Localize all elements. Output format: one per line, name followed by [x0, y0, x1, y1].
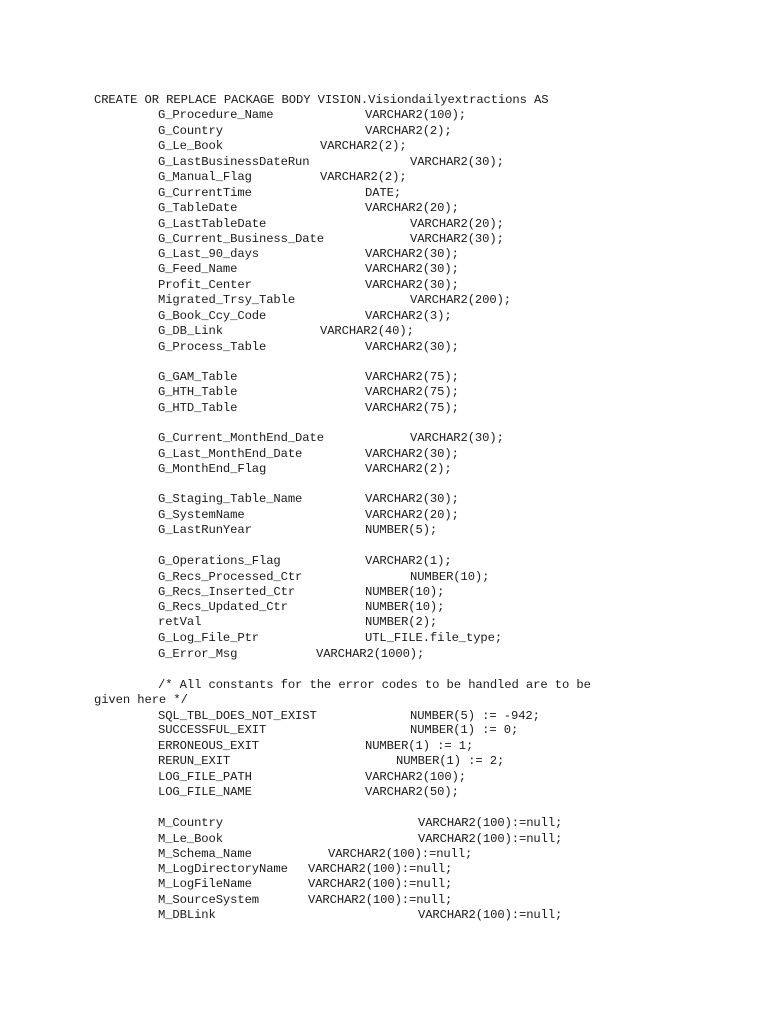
- identifier: G_LastBusinessDateRun: [158, 155, 310, 169]
- datatype: VARCHAR2(20);: [365, 508, 459, 522]
- datatype: VARCHAR2(30);: [365, 278, 459, 292]
- m-variable-line: [158, 893, 758, 908]
- identifier: LOG_FILE_NAME: [158, 785, 252, 799]
- identifier: G_Current_MonthEnd_Date: [158, 431, 324, 445]
- declaration-line: [158, 631, 758, 646]
- datatype: VARCHAR2(3);: [365, 309, 452, 323]
- constant-line: [158, 709, 758, 724]
- datatype: VARCHAR2(100);: [365, 770, 466, 784]
- datatype: VARCHAR2(50);: [365, 785, 459, 799]
- identifier: retVal: [158, 615, 202, 629]
- datatype: NUMBER(10);: [410, 570, 490, 584]
- datatype: VARCHAR2(75);: [365, 370, 459, 384]
- identifier: G_HTD_Table: [158, 401, 238, 415]
- identifier: G_Procedure_Name: [158, 108, 274, 122]
- identifier: M_Le_Book: [158, 832, 223, 846]
- declaration-line: [158, 447, 758, 462]
- datatype: NUMBER(1) := 1;: [365, 739, 474, 753]
- declaration-line: [158, 585, 758, 600]
- constant-line: [158, 739, 758, 754]
- identifier: G_GAM_Table: [158, 370, 238, 384]
- comment-line: given here */: [94, 693, 188, 707]
- datatype: VARCHAR2(30);: [365, 340, 459, 354]
- identifier: G_Log_File_Ptr: [158, 631, 259, 645]
- identifier: M_LogDirectoryName: [158, 862, 288, 876]
- datatype: DATE;: [365, 186, 402, 200]
- declaration-line: [158, 554, 758, 569]
- declaration-line: [158, 108, 758, 123]
- comment-line: /* All constants for the error codes to be handled are to be: [158, 678, 591, 692]
- declaration-line: [158, 309, 758, 324]
- declaration-line: [158, 431, 758, 446]
- datatype: NUMBER(10);: [365, 600, 445, 614]
- datatype: NUMBER(5);: [365, 523, 438, 537]
- datatype: VARCHAR2(20);: [365, 201, 459, 215]
- declaration-line: [158, 492, 758, 507]
- m-variable-line: [158, 816, 758, 831]
- datatype: VARCHAR2(100):=null;: [308, 862, 453, 876]
- declaration-line: [158, 324, 758, 339]
- identifier: G_LastRunYear: [158, 523, 252, 537]
- identifier: G_MonthEnd_Flag: [158, 462, 267, 476]
- declaration-line: [158, 647, 758, 662]
- declaration-line: [158, 340, 758, 355]
- m-variable-line: [158, 877, 758, 892]
- identifier: G_Last_MonthEnd_Date: [158, 447, 303, 461]
- datatype: VARCHAR2(30);: [410, 431, 504, 445]
- constant-line: [158, 723, 758, 738]
- datatype: VARCHAR2(20);: [410, 217, 504, 231]
- identifier: G_Recs_Updated_Ctr: [158, 600, 288, 614]
- declaration-line: [158, 247, 758, 262]
- declaration-line: [158, 217, 758, 232]
- identifier: G_Operations_Flag: [158, 554, 281, 568]
- datatype: VARCHAR2(2);: [320, 170, 407, 184]
- declaration-line: [158, 170, 758, 185]
- declaration-line: [158, 370, 758, 385]
- identifier: G_Error_Msg: [158, 647, 238, 661]
- constant-line: [158, 770, 758, 785]
- datatype: VARCHAR2(30);: [365, 447, 459, 461]
- identifier: G_Le_Book: [158, 139, 223, 153]
- declaration-line: [158, 570, 758, 585]
- identifier: G_Last_90_days: [158, 247, 259, 261]
- identifier: M_Schema_Name: [158, 847, 252, 861]
- identifier: M_Country: [158, 816, 223, 830]
- identifier: G_TableDate: [158, 201, 238, 215]
- declaration-line: [158, 293, 758, 308]
- declaration-line: [158, 232, 758, 247]
- datatype: NUMBER(1) := 0;: [410, 723, 519, 737]
- identifier: M_DBLink: [158, 908, 216, 922]
- datatype: VARCHAR2(1000);: [316, 647, 425, 661]
- declaration-line: [158, 139, 758, 154]
- datatype: VARCHAR2(200);: [410, 293, 511, 307]
- datatype: VARCHAR2(30);: [410, 155, 504, 169]
- declaration-line: [158, 385, 758, 400]
- declaration-line: [158, 155, 758, 170]
- declaration-line: [158, 462, 758, 477]
- identifier: Profit_Center: [158, 278, 252, 292]
- m-variable-line: [158, 908, 758, 923]
- datatype: VARCHAR2(2);: [365, 462, 452, 476]
- declaration-line: [158, 508, 758, 523]
- datatype: NUMBER(10);: [365, 585, 445, 599]
- package-header: CREATE OR REPLACE PACKAGE BODY VISION.Visiondailyextractions AS: [94, 93, 549, 107]
- identifier: M_SourceSystem: [158, 893, 259, 907]
- datatype: VARCHAR2(100);: [365, 108, 466, 122]
- m-variable-line: [158, 832, 758, 847]
- datatype: VARCHAR2(40);: [320, 324, 414, 338]
- declaration-line: [158, 186, 758, 201]
- m-variable-line: [158, 847, 758, 862]
- declaration-line: [158, 401, 758, 416]
- identifier: G_Manual_Flag: [158, 170, 252, 184]
- declaration-line: [158, 615, 758, 630]
- identifier: G_CurrentTime: [158, 186, 252, 200]
- datatype: VARCHAR2(30);: [365, 247, 459, 261]
- identifier: G_Staging_Table_Name: [158, 492, 303, 506]
- datatype: VARCHAR2(2);: [365, 124, 452, 138]
- declaration-line: [158, 523, 758, 538]
- identifier: G_DB_Link: [158, 324, 223, 338]
- identifier: G_Current_Business_Date: [158, 232, 324, 246]
- datatype: VARCHAR2(100):=null;: [418, 832, 563, 846]
- identifier: G_HTH_Table: [158, 385, 238, 399]
- declaration-line: [158, 201, 758, 216]
- identifier: LOG_FILE_PATH: [158, 770, 252, 784]
- declaration-line: [158, 262, 758, 277]
- declaration-line: [158, 124, 758, 139]
- declaration-line: [158, 600, 758, 615]
- identifier: G_Process_Table: [158, 340, 267, 354]
- identifier: SQL_TBL_DOES_NOT_EXIST: [158, 709, 317, 723]
- datatype: NUMBER(2);: [365, 615, 438, 629]
- constant-line: [158, 785, 758, 800]
- datatype: VARCHAR2(100):=null;: [308, 877, 453, 891]
- identifier: G_LastTableDate: [158, 217, 267, 231]
- datatype: VARCHAR2(30);: [365, 492, 459, 506]
- datatype: UTL_FILE.file_type;: [365, 631, 503, 645]
- identifier: SUCCESSFUL_EXIT: [158, 723, 267, 737]
- datatype: VARCHAR2(30);: [365, 262, 459, 276]
- constant-line: [158, 754, 758, 769]
- declaration-line: [158, 278, 758, 293]
- datatype: VARCHAR2(75);: [365, 401, 459, 415]
- m-variable-line: [158, 862, 758, 877]
- datatype: NUMBER(1) := 2;: [396, 754, 505, 768]
- identifier: ERRONEOUS_EXIT: [158, 739, 259, 753]
- identifier: Migrated_Trsy_Table: [158, 293, 296, 307]
- identifier: RERUN_EXIT: [158, 754, 231, 768]
- datatype: VARCHAR2(75);: [365, 385, 459, 399]
- datatype: VARCHAR2(1);: [365, 554, 452, 568]
- datatype: VARCHAR2(100):=null;: [418, 908, 563, 922]
- identifier: G_SystemName: [158, 508, 245, 522]
- datatype: VARCHAR2(2);: [320, 139, 407, 153]
- datatype: VARCHAR2(100):=null;: [308, 893, 453, 907]
- identifier: G_Country: [158, 124, 223, 138]
- datatype: VARCHAR2(100):=null;: [328, 847, 473, 861]
- datatype: VARCHAR2(30);: [410, 232, 504, 246]
- datatype: NUMBER(5) := -942;: [410, 709, 540, 723]
- identifier: G_Recs_Processed_Ctr: [158, 570, 303, 584]
- identifier: M_LogFileName: [158, 877, 252, 891]
- identifier: G_Book_Ccy_Code: [158, 309, 267, 323]
- datatype: VARCHAR2(100):=null;: [418, 816, 563, 830]
- identifier: G_Recs_Inserted_Ctr: [158, 585, 296, 599]
- identifier: G_Feed_Name: [158, 262, 238, 276]
